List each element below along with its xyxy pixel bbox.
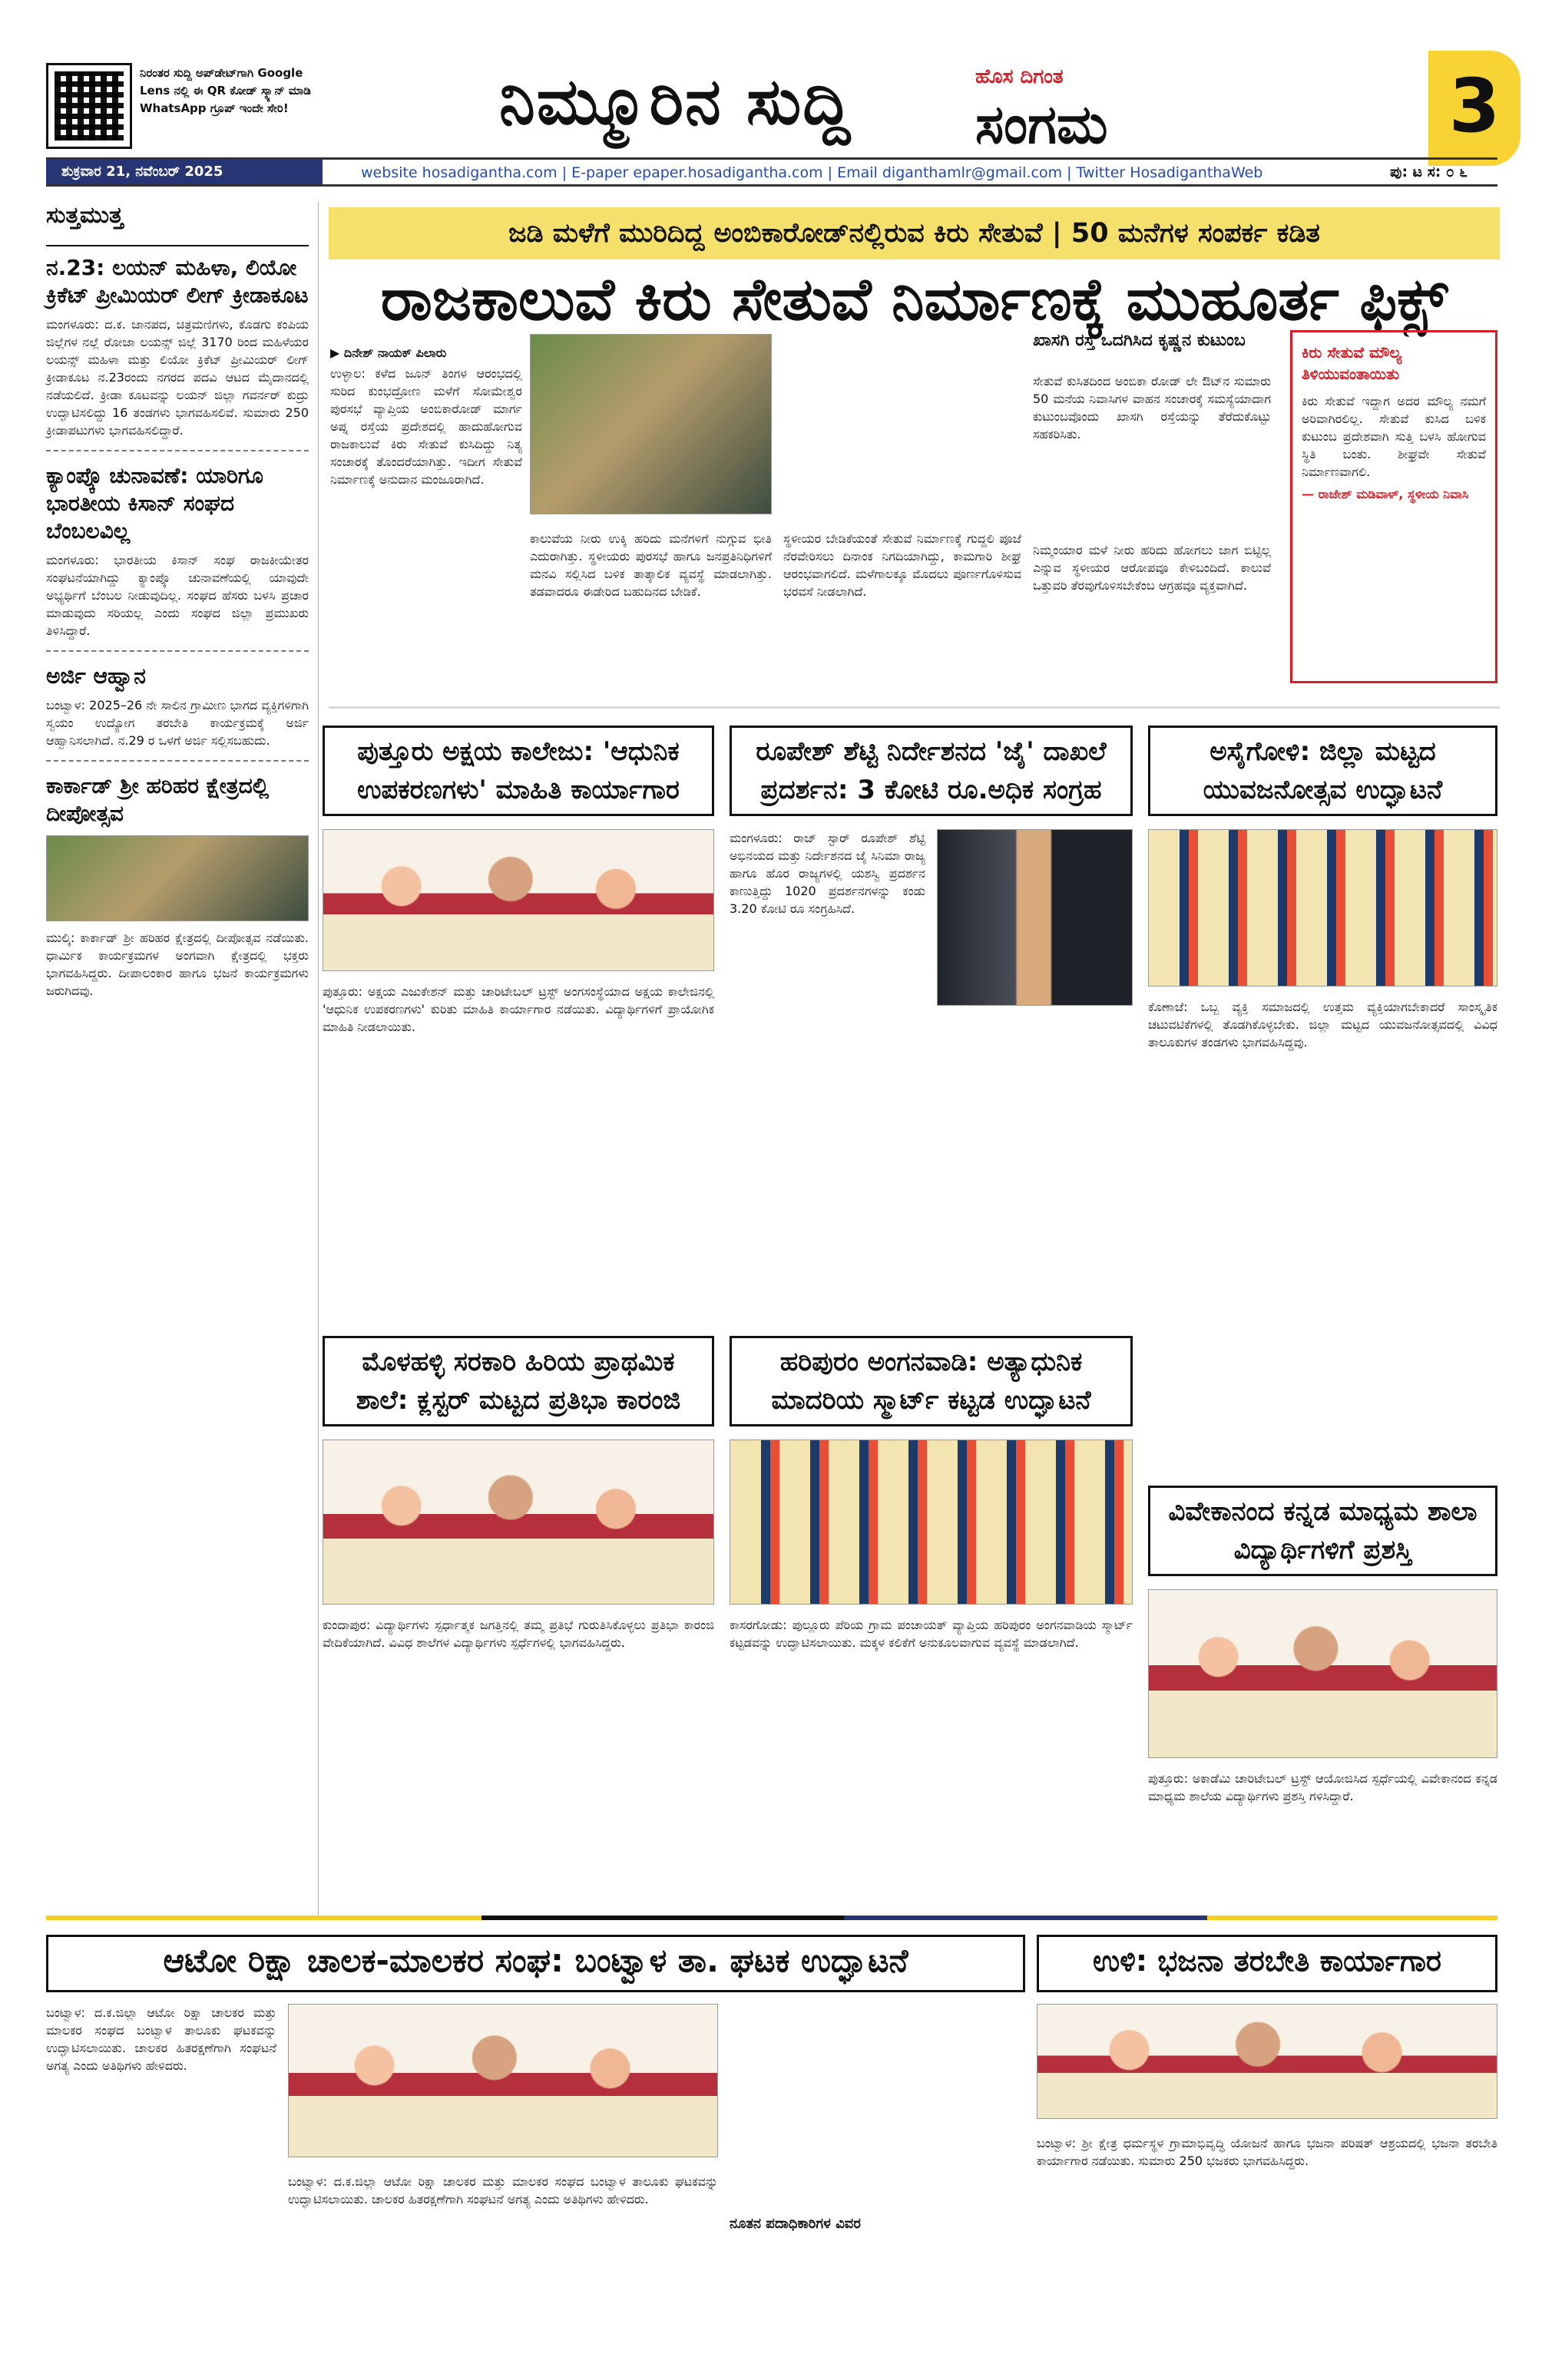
story-text: ಬಂಟ್ವಾಳ: ದ.ಕ.ಜಿಲ್ಲಾ ಆಟೋ ರಿಕ್ಷಾ ಚಾಲಕರ ಮತ್ತು ಮಾಲಕರ ಸಂಘದ ಬಂಟ್ವಾಳ ತಾಲೂಕು ಘಟಕವನ್ನು ಉದ್ಘಾಟಿಸಲಾಯಿತು. ಚಾಲಕರ ಹಿತರಕ್ಷಣೆಗಾಗಿ ಸಂಘಟನೆ ಅಗತ್ಯ ಎಂದು ಅತಿಥಿಗಳು ಹೇಳಿದರು. — [46, 2005, 276, 2073]
story-text: ಮಂಗಳೂರು: ಭಾರತೀಯ ಕಿಸಾನ್ ಸಂಘ ರಾಜಕೀಯೇತರ ಸಂಘಟನೆಯಾಗಿದ್ದು ಕ್ಯಾಂಪ್ಕೊ ಚುನಾವಣೆಯಲ್ಲಿ ಯಾವುದೇ ಅಭ್ಯರ್ಥಿಗೆ ಬೆಂಬಲ ನೀಡುವುದಿಲ್ಲ. ಸಂಘದ ಹೆಸರು ಬಳಸಿ ಪ್ರಚಾರ ಮಾಡುವುದು ಸರಿಯಲ್ಲ ಎಂದು ಸಂಘದ ಜಿಲ್ಲಾ ಪ್ರಮುಖರು ತಿಳಿಸಿದ್ದಾರೆ. — [46, 553, 309, 638]
story-title-box[interactable]: ರೂಪೇಶ್ ಶೆಟ್ಟಿ ನಿರ್ದೇಶನದ 'ಜೈ' ದಾಖಲೆ ಪ್ರದರ್ಶನ: 3 ಕೋಟಿ ರೂ.ಅಧಿಕ ಸಂಗ್ರಹ — [730, 726, 1133, 816]
story-text: ಕೊಣಾಜೆ: ಒಬ್ಬ ವ್ಯಕ್ತಿ ಸಮಾಜದಲ್ಲಿ ಉತ್ತಮ ವ್ಯಕ್ತಿಯಾಗಬೇಕಾದರೆ ಸಾಂಸ್ಕೃತಿಕ ಚಟುವಟಿಕೆಗಳಲ್ಲಿ ತೊಡಗಿಕೊಳ್ಳಬೇಕು. ಜಿಲ್ಲಾ ಮಟ್ಟದ ಯುವಜನೋತ್ಸವದಲ್ಲಿ ವಿವಿಧ ತಾಲೂಕುಗಳ ತಂಡಗಳು ಭಾಗವಹಿಸಿದ್ದವು. — [1148, 1000, 1497, 1050]
college-photo — [323, 829, 714, 971]
page-accent-bar — [46, 1916, 1497, 1920]
story-text: ಪುತ್ತೂರು: ಅಕ್ಷಯ ಎಜುಕೇಶನ್ ಮತ್ತು ಚಾರಿಟೇಬಲ್ ಟ್ರಸ್ಟ್ ಅಂಗಸಂಸ್ಥೆಯಾದ ಅಕ್ಷಯ ಕಾಲೇಜಿನಲ್ಲಿ 'ಆಧುನಿಕ ಉಪಕರಣಗಳು' ಕುರಿತು ಮಾಹಿತಿ ಕಾರ್ಯಾಗಾರ ನಡೆಯಿತು. ವಿದ್ಯಾರ್ಥಿಗಳಿಗೆ ಪ್ರಾಯೋಗಿಕ ಮಾಹಿತಿ ನೀಡಲಾಯಿತು. — [323, 984, 714, 1034]
quote-text: ಕಿರು ಸೇತುವೆ ಇದ್ದಾಗ ಅದರ ಮೌಲ್ಯ ನಮಗೆ ಅರಿವಾಗಿರಲಿಲ್ಲ. ಸೇತುವೆ ಕುಸಿದ ಬಳಿಕ ಕುಟುಂಬ ಪ್ರದೇಶವಾಗಿ ಸುತ್ತಿ ಬಳಸಿ ಹೋಗುವ ಸ್ಥಿತಿ ಬಂತು. ಶೀಘ್ರವೇ ಸೇತುವೆ ನಿರ್ಮಾಣವಾಗಲಿ. — [1302, 394, 1486, 479]
lead-text: ಉಳ್ಳಾಲ: ಕಳೆದ ಜೂನ್ ತಿಂಗಳ ಆರಂಭದಲ್ಲಿ ಸುರಿದ ಕುಂಭದ್ರೋಣ ಮಳೆಗೆ ಸೋಮೇಶ್ವರ ಪುರಸಭೆ ವ್ಯಾಪ್ತಿಯ ಅಂಬಿಕಾರೋಡ್ ಮಾರ್ಗ ಅಪ್ನ ರಸ್ತೆಯ ಪ್ರದೇಶದಲ್ಲಿ ಹಾದುಹೋಗುವ ರಾಜಕಾಲುವೆ ಕಿರು ಸೇತುವೆ ಕುಸಿದಿದ್ದು ನಿತ್ಯ ಸಂಚಾರಕ್ಕೆ ತೊಂದರೆಯಾಗಿತ್ತು. ಇದೀಗ ಸೇತುವೆ ನಿರ್ಮಾಣಕ್ಕೆ ಅನುದಾನ ಮಂಜೂರಾಗಿದೆ. — [330, 366, 522, 487]
qr-note: ನಿರಂತರ ಸುದ್ದಿ ಅಪ್‌ಡೇಟ್‌ಗಾಗಿ Google Lens ನಲ್ಲಿ ಈ QR ಕೋಡ್ ಸ್ಕ್ಯಾನ್ ಮಾಡಿ WhatsApp ಗ್ರೂಪ್ ಇಂದೇ ಸೇರಿ! — [140, 66, 311, 115]
anganwadi-photo — [730, 1440, 1133, 1605]
qr-code-image[interactable] — [46, 63, 132, 149]
story-text: ಕಾಸರಗೋಡು: ಪುಲ್ಲೂರು ಪೆರಿಯ ಗ್ರಾಮ ಪಂಚಾಯತ್ ವ್ಯಾಪ್ತಿಯ ಹರಿಪುರಂ ಅಂಗನವಾಡಿಯ ಸ್ಮಾರ್ಟ್ ಕಟ್ಟಡವನ್ನು ಉದ್ಘಾಟಿಸಲಾಯಿತು. ಮಕ್ಕಳ ಕಲಿಕೆಗೆ ಅನುಕೂಲವಾಗುವ ವ್ಯವಸ್ಥೆ ಮಾಡಲಾಗಿದೆ. — [730, 1618, 1133, 1650]
issue-date: ಶುಕ್ರವಾರ 21, ನವೆಂಬರ್ 2025 — [46, 160, 323, 184]
section-title: ಸಂಗಮ — [975, 92, 1108, 156]
story-title[interactable]: ಕ್ಯಾಂಪ್ಕೊ ಚುನಾವಣೆ: ಯಾರಿಗೂ ಭಾರತೀಯ ಕಿಸಾನ್ ಸಂಘದ ಬೆಂಬಲವಿಲ್ಲ — [46, 463, 263, 544]
school-event-photo — [323, 1440, 714, 1605]
quote-title: ಕಿರು ಸೇತುವೆ ಮೌಲ್ಯ ತಿಳಿಯುವಂತಾಯಿತು — [1302, 343, 1402, 383]
film-poster-photo — [937, 829, 1133, 1006]
subheading: ಖಾಸಗಿ ರಸ್ತೆ ಒದಗಿಸಿದ ಕೃಷ್ಣನ ಕುಟುಂಬ — [1033, 331, 1246, 350]
youth-festival-photo — [1148, 829, 1497, 987]
lead-text: ಕಾಲುವೆಯ ನೀರು ಉಕ್ಕಿ ಹರಿದು ಮನೆಗಳಿಗೆ ನುಗ್ಗುವ ಭೀತಿ ಎದುರಾಗಿತ್ತು. ಸ್ಥಳೀಯರು ಪುರಸಭೆ ಹಾಗೂ ಜನಪ್ರತಿನಿಧಿಗಳಿಗೆ ಮನವಿ ಸಲ್ಲಿಸಿದ ಬಳಿಕ ತಾತ್ಕಾಲಿಕ ವ್ಯವಸ್ಥೆ ಮಾಡಲಾಗಿತ್ತು. ತಡವಾದರೂ ಈಡೇರಿದ ಬಹುದಿನದ ಬೇಡಿಕೆ. — [530, 531, 772, 599]
quote-box — [1290, 330, 1497, 683]
story-text: ಮಂಗಳೂರು: ರಾಜ್ ಸ್ಟಾರ್ ರೂಪೇಶ್ ಶೆಟ್ಟಿ ಅಭಿನಯದ ಮತ್ತು ನಿರ್ದೇಶನದ ಜೈ ಸಿನಿಮಾ ರಾಜ್ಯ ಹಾಗೂ ಹೊರ ರಾಜ್ಯಗಳಲ್ಲಿ ಯಶಸ್ವಿ ಪ್ರದರ್ಶನ ಕಾಣುತ್ತಿದ್ದು 1020 ಪ್ರದರ್ಶನಗಳನ್ನು ಕಂಡು 3.20 ಕೋಟಿ ರೂ ಸಂಗ್ರಹಿಸಿದೆ. — [730, 831, 925, 916]
award-photo — [1148, 1589, 1497, 1758]
bhajan-photo — [1037, 2004, 1497, 2119]
story-text: ಕುಂದಾಪುರ: ವಿದ್ಯಾರ್ಥಿಗಳು ಸ್ಪರ್ಧಾತ್ಮಕ ಜಗತ್ತಿನಲ್ಲಿ ತಮ್ಮ ಪ್ರತಿಭೆ ಗುರುತಿಸಿಕೊಳ್ಳಲು ಪ್ರತಿಭಾ ಕಾರಂಜಿ ವೇದಿಕೆಯಾಗಿದೆ. ವಿವಿಧ ಶಾಲೆಗಳ ವಿದ್ಯಾರ್ಥಿಗಳು ಸ್ಪರ್ಧೆಗಳಲ್ಲಿ ಭಾಗವಹಿಸಿದ್ದರು. — [323, 1618, 714, 1650]
story-title-box[interactable]: ಪುತ್ತೂರು ಅಕ್ಷಯ ಕಾಲೇಜು: 'ಆಧುನಿಕ ಉಪಕರಣಗಳು' ಮಾಹಿತಿ ಕಾರ್ಯಾಗಾರ — [323, 726, 714, 816]
story-text: ಬಂಟ್ವಾಳ: ದ.ಕ.ಜಿಲ್ಲಾ ಆಟೋ ರಿಕ್ಷಾ ಚಾಲಕರ ಮತ್ತು ಮಾಲಕರ ಸಂಘದ ಬಂಟ್ವಾಳ ತಾಲೂಕು ಘಟಕವನ್ನು ಉದ್ಘಾಟಿಸಲಾಯಿತು. ಚಾಲಕರ ಹಿತರಕ್ಷಣೆಗಾಗಿ ಸಂಘಟನೆ ಅಗತ್ಯ ಎಂದು ಅತಿಥಿಗಳು ಹೇಳಿದರು. — [288, 2174, 718, 2206]
bottom-story-title[interactable]: ಉಳಿ: ಭಜನಾ ತರಬೇತಿ ಕಾರ್ಯಾಗಾರ — [1037, 1935, 1497, 1992]
byline: ▶ ದಿನೇಶ್ ನಾಯಕ್ ಪಿಲಾರು — [330, 345, 447, 360]
lead-text: ಸ್ಥಳೀಯರ ಬೇಡಿಕೆಯಂತೆ ಸೇತುವೆ ನಿರ್ಮಾಣಕ್ಕೆ ಗುದ್ದಲಿ ಪೂಜೆ ನೆರವೇರಿಸಲು ದಿನಾಂಕ ನಿಗದಿಯಾಗಿದ್ದು, ಕಾಮಗಾರಿ ಶೀಘ್ರ ಆರಂಭವಾಗಲಿದೆ. ಮಳೆಗಾಲಕ್ಕೂ ಮೊದಲು ಪೂರ್ಣಗೊಳಿಸುವ ಭರವಸೆ ನೀಡಲಾಗಿದೆ. — [783, 531, 1021, 599]
masthead — [46, 31, 1501, 156]
contact-links[interactable]: website hosadigantha.com | E-paper epaper.hosadigantha.com | Email diganthamlr@gmail.com | Twitter HosadiganthaWeb — [361, 164, 1263, 181]
story-text: ಮಂಗಳೂರು: ದ.ಕ. ಜಾನಪದ, ಚಿತ್ರಮಣಿಗಳು, ಕೊಡಗು ಕಂಪಿಯ ಜಿಲ್ಲೆಗಳ ನಲ್ಲೆ ರೋಜಾ ಲಯನ್ಸ್ ಜಿಲ್ಲೆ 3170 ರಿಂದ ಮಹಿಳೆಯರ ಲಯನ್ಸ್ ಮಹಿಳಾ ಮತ್ತು ಲಿಯೋ ಕ್ರಿಕೆಟ್ ಪ್ರೀಮಿಯರ್ ಲೀಗ್ ಕ್ರೀಡಾಕೂಟ ನ.23ರಂದು ನಗರದ ಪದವಿ ಆಟದ ಮೈದಾನದಲ್ಲಿ ನಡೆಯಲಿದೆ. ಕ್ರೀಡಾ ಕೂಟವನ್ನು ಲಯನ್ ಜಿಲ್ಲಾ ಗವರ್ನರ್ ಕುದ್ರು ಉದ್ಘಾಟಿಸಲಿದ್ದು 16 ತಂಡಗಳು ಭಾಗವಹಿಸಲಿವೆ. ಸುಮಾರು 250 ಕ್ರೀಡಾಪಟುಗಳು ಭಾಗವಹಿಸಲಿದ್ದಾರೆ. — [46, 317, 309, 438]
brand-name: ಹೊಸ ದಿಗಂತ — [975, 65, 1064, 88]
divider — [46, 760, 309, 762]
lead-kicker[interactable]: ಜಡಿ ಮಳೆಗೆ ಮುರಿದಿದ್ದ ಅಂಬಿಕಾರೋಡ್‌ನಲ್ಲಿರುವ ಕಿರು ಸೇತುವೆ | 50 ಮನೆಗಳ ಸಂಪರ್ಕ ಕಡಿತ — [329, 207, 1500, 259]
story-title-box[interactable]: ವಿವೇಕಾನಂದ ಕನ್ನಡ ಮಾಧ್ಯಮ ಶಾಲಾ ವಿದ್ಯಾರ್ಥಿಗಳಿಗೆ ಪ್ರಶಸ್ತಿ — [1148, 1486, 1497, 1576]
divider — [46, 450, 309, 451]
bottom-story-title[interactable]: ಆಟೋ ರಿಕ್ಷಾ ಚಾಲಕ-ಮಾಲಕರ ಸಂಘ: ಬಂಟ್ವಾಳ ತಾ. ಘಟಕ ಉದ್ಘಾಟನೆ — [46, 1935, 1025, 1992]
paper-title: ನಿಮ್ಮೂರಿನ ಸುದ್ದಿ — [499, 63, 852, 139]
story-title-box[interactable]: ಅಸೈಗೋಳಿ: ಜಿಲ್ಲಾ ಮಟ್ಟದ ಯುವಜನೋತ್ಸವ ಉದ್ಘಾಟನೆ — [1148, 726, 1497, 816]
divider — [46, 650, 309, 652]
story-text: ಬಂಟ್ವಾಳ: ಶ್ರೀ ಕ್ಷೇತ್ರ ಧರ್ಮಸ್ಥಳ ಗ್ರಾಮಾಭಿವೃದ್ಧಿ ಯೋಜನೆ ಹಾಗೂ ಭಜನಾ ಪರಿಷತ್ ಆಶ್ರಯದಲ್ಲಿ ಭಜನಾ ತರಬೇತಿ ಕಾರ್ಯಾಗಾರ ನಡೆಯಿತು. ಸುಮಾರು 250 ಭಜಕರು ಭಾಗವಹಿಸಿದ್ದರು. — [1037, 2136, 1497, 2168]
page-info: ಪು: ಟ ಸ: ೦ ೬ — [1390, 164, 1468, 180]
story-title[interactable]: ಕಾರ್ಕಾಡ್ ಶ್ರೀ ಹರಿಹರ ಕ್ಷೇತ್ರದಲ್ಲಿ ದೀಪೋತ್ಸವ — [46, 773, 270, 826]
lead-headline[interactable]: ರಾಜಕಾಲುವೆ ಕಿರು ಸೇತುವೆ ನಿರ್ಮಾಣಕ್ಕೆ ಮುಹೂರ್ತ ಫಿಕ್ಸ್ — [380, 265, 1448, 333]
bridge-photo — [530, 334, 772, 514]
column-title: ಸುತ್ತಮುತ್ತ — [46, 202, 309, 246]
page-number: 3 — [1428, 51, 1520, 166]
story-title[interactable]: ನ.23: ಲಯನ್ ಮಹಿಳಾ, ಲಿಯೋ ಕ್ರಿಕೆಟ್ ಪ್ರೀಮಿಯರ್ ಲೀಗ್ ಕ್ರೀಡಾಕೂಟ — [46, 255, 309, 308]
subheading: ನೂತನ ಪದಾಧಿಕಾರಿಗಳ ವಿವರ — [730, 2216, 861, 2232]
lead-text: ಸೇತುವೆ ಕುಸಿತದಿಂದ ಅಂಬಿಕಾ ರೋಡ್ ಲೇ ಔಟ್‌ನ ಸುಮಾರು 50 ಮನೆಯ ನಿವಾಸಿಗಳ ವಾಹನ ಸಂಚಾರಕ್ಕೆ ಸಮಸ್ಯೆಯಾದಾಗ ಕುಟುಂಬವೊಂದು ಖಾಸಗಿ ರಸ್ತೆಯನ್ನು ತೆರೆದುಕೊಟ್ಟು ಸಹಕರಿಸಿತು. — [1033, 374, 1271, 441]
story-title-box[interactable]: ಮೊಳಹಳ್ಳಿ ಸರಕಾರಿ ಹಿರಿಯ ಪ್ರಾಥಮಿಕ ಶಾಲೆ: ಕ್ಲಸ್ಟರ್ ಮಟ್ಟದ ಪ್ರತಿಭಾ ಕಾರಂಜಿ — [323, 1336, 714, 1426]
story-text: ಪುತ್ತೂರು: ಅಕಾಡೆಮಿ ಚಾರಿಟೇಬಲ್ ಟ್ರಸ್ಟ್ ಆಯೋಜಿಸಿದ ಸ್ಪರ್ಧೆಯಲ್ಲಿ ವಿವೇಕಾನಂದ ಕನ್ನಡ ಮಾಧ್ಯಮ ಶಾಲೆಯ ವಿದ್ಯಾರ್ಥಿಗಳು ಪ್ರಶಸ್ತಿ ಗಳಿಸಿದ್ದಾರೆ. — [1148, 1771, 1497, 1803]
left-news-column — [46, 202, 319, 1918]
story-text: ಬಂಟ್ವಾಳ: 2025–26 ನೇ ಸಾಲಿನ ಗ್ರಾಮೀಣ ಭಾಗದ ವ್ಯಕ್ತಿಗಳಿಗಾಗಿ ಸ್ವಯಂ ಉದ್ಯೋಗ ತರಬೇತಿ ಕಾರ್ಯಕ್ರಮಕ್ಕೆ ಅರ್ಜಿ ಆಹ್ವಾನಿಸಲಾಗಿದೆ. ನ.29 ರ ಒಳಗೆ ಅರ್ಜಿ ಸಲ್ಲಿಸಬಹುದು. — [46, 698, 309, 748]
festival-photo — [46, 835, 309, 921]
story-title-box[interactable]: ಹರಿಪುರಂ ಅಂಗನವಾಡಿ: ಅತ್ಯಾಧುನಿಕ ಮಾದರಿಯ ಸ್ಮಾರ್ಟ್ ಕಟ್ಟಡ ಉದ್ಘಾಟನೆ — [730, 1336, 1133, 1426]
quote-author: — ರಾಜೇಶ್ ಮಡಿವಾಳ್, ಸ್ಥಳೀಯ ನಿವಾಸಿ — [1302, 487, 1469, 501]
auto-union-photo — [288, 2004, 718, 2157]
story-title[interactable]: ಅರ್ಜಿ ಆಹ್ವಾನ — [46, 663, 146, 689]
story-text: ಮುಲ್ಕಿ: ಕಾರ್ಕಾಡ್ ಶ್ರೀ ಹರಿಹರ ಕ್ಷೇತ್ರದಲ್ಲಿ ದೀಪೋತ್ಸವ ನಡೆಯಿತು. ಧಾರ್ಮಿಕ ಕಾರ್ಯಕ್ರಮಗಳ ಅಂಗವಾಗಿ ಕ್ಷೇತ್ರದಲ್ಲಿ ಭಕ್ತರು ಭಾಗವಹಿಸಿದ್ದರು. ದೀಪಾಲಂಕಾರ ಹಾಗೂ ಭಜನೆ ಕಾರ್ಯಕ್ರಮಗಳು ಜರುಗಿದವು. — [46, 931, 309, 998]
section-rule — [329, 706, 1500, 709]
lead-text: ನಿಮ್ಮಂಯಾರ ಮಳೆ ನೀರು ಹರಿದು ಹೋಗಲು ಜಾಗ ಬಿಟ್ಟಿಲ್ಲ ಎನ್ನುವ ಸ್ಥಳೀಯರ ಆರೋಪವೂ ಕೇಳಿಬಂದಿದೆ. ಕಾಲುವೆ ಒತ್ತುವರಿ ತೆರವುಗೊಳಿಸಬೇಕೆಂಬ ಆಗ್ರಹವೂ ವ್ಯಕ್ತವಾಗಿದೆ. — [1033, 543, 1271, 593]
